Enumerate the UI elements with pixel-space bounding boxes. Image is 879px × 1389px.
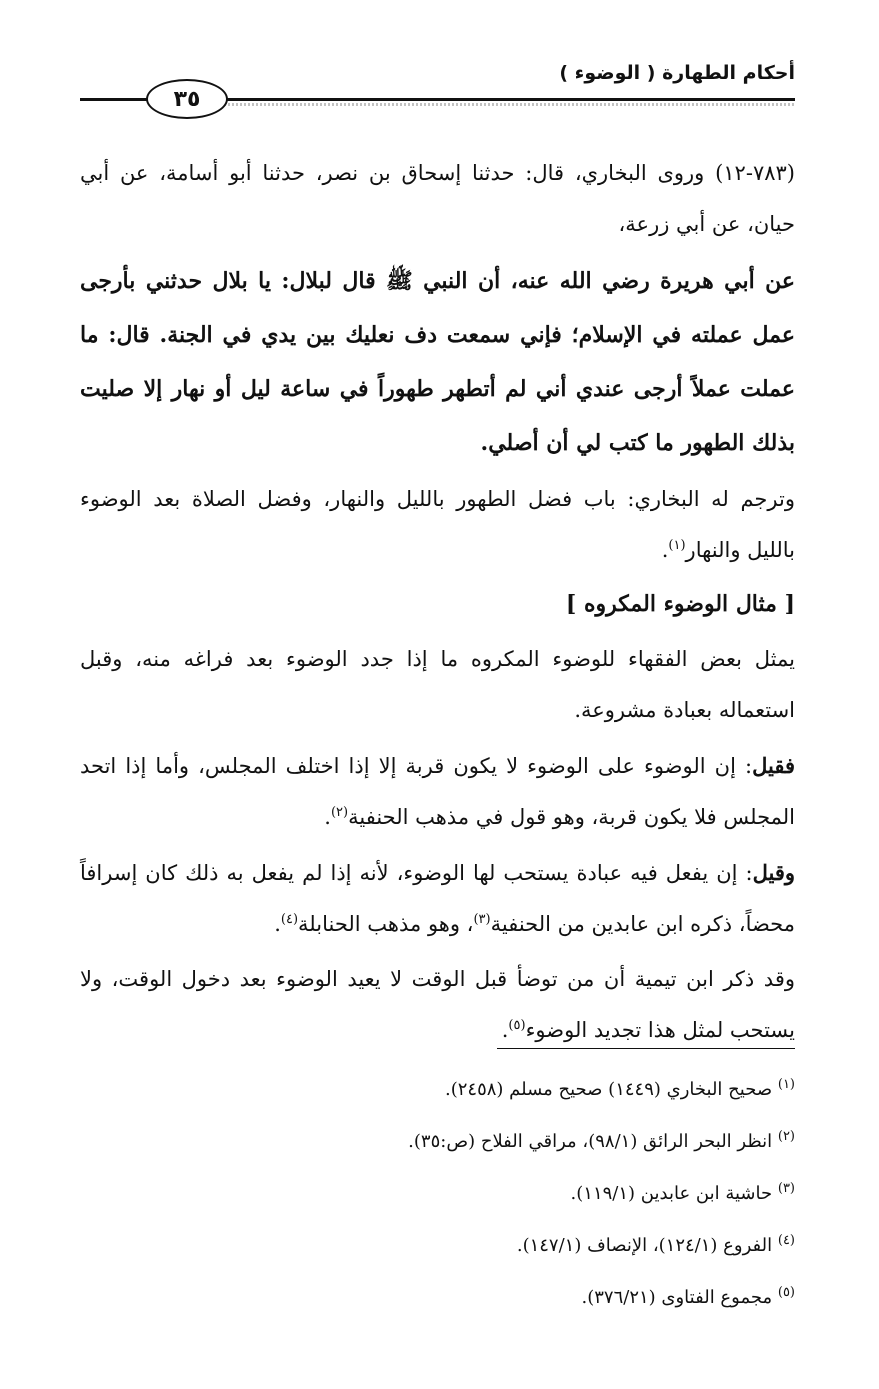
header-rule-texture (220, 103, 795, 106)
paragraph-text: وقد ذكر ابن تيمية أن من توضأ قبل الوقت لا يعيد الوضوء بعد دخول الوقت، ولا يستحب لمثل هذا تجديد الوضوء (80, 967, 795, 1042)
footnote-text: مجموع الفتاوى (٣٧٦/٢١). (581, 1287, 773, 1308)
paragraph-text: : إن الوضوء على الوضوء لا يكون قربة إلا إذا اختلف المجلس، وأما إذا اتحد المجلس فلا يكون قربة، وهو قول في مذهب الحنفية (80, 754, 795, 829)
footnote-ref[interactable]: (٣) (473, 912, 491, 927)
paragraph-first-opinion (80, 740, 795, 843)
paragraph-tail: . (501, 1018, 509, 1042)
paragraph-hadith-text (80, 254, 795, 470)
footnote-text: حاشية ابن عابدين (١١٩/١). (570, 1183, 773, 1204)
paragraph-hadith-chain (80, 148, 795, 250)
running-title: أحكام الطهارة ( الوضوء ) (559, 62, 795, 84)
footnote-ref[interactable]: (١) (668, 538, 686, 553)
footnotes (195, 1064, 795, 1324)
paragraph-tail: . (324, 805, 331, 829)
paragraph-second-opinion (80, 847, 795, 950)
footnote-separator (497, 1048, 795, 1049)
footnote-number: (١) (777, 1077, 795, 1092)
footnote-ref[interactable]: (٤) (280, 912, 299, 927)
paragraph-text: عن أبي هريرة رضي الله عنه، أن النبي ﷺ قال لبلال: يا بلال حدثني بأرجى عمل عملته في الإسلام؛ فإني سمعت دف نعليك بين يدي في الجنة. قال: ما عملت عملاً أرجى عندي أني لم أتطهر طهوراً في ساعة ليل أو نهار إلا صليت بذلك الطهور ما كتب لي أن أصلي. (80, 268, 795, 456)
paragraph-tail: . (274, 912, 281, 936)
footnote-text: انظر البحر الرائق (٩٨/١)، مراقي الفلاح (ص:٣٥). (408, 1131, 773, 1152)
paragraph-text: يمثل بعض الفقهاء للوضوء المكروه ما إذا جدد الوضوء بعد فراغه منه، وقبل استعماله بعبادة مشروعة. (80, 647, 795, 722)
footnote-number: (٣) (777, 1181, 795, 1196)
footnote-5 (195, 1272, 795, 1324)
paragraph-bukhari-chapter (80, 474, 795, 576)
footnote-1 (195, 1064, 795, 1116)
paragraph-text: وترجم له البخاري: باب فضل الطهور بالليل والنهار، وفضل الصلاة بعد الوضوء بالليل والنهار (80, 487, 795, 562)
footnote-3 (195, 1168, 795, 1220)
footnote-2 (195, 1116, 795, 1168)
page-header (80, 60, 795, 120)
opinion-lead: وقيل (752, 860, 795, 885)
page-number: ٣٥ (146, 79, 228, 119)
paragraph-tail: . (661, 538, 669, 562)
paragraph-ibn-taymiyya (80, 954, 795, 1056)
footnote-number: (٥) (777, 1285, 795, 1300)
paragraph-text-2: ، وهو مذهب الحنابلة (298, 912, 474, 936)
paragraph-text: (٧٨٣-١٢) وروى البخاري، قال: حدثنا إسحاق بن نصر، حدثنا أبو أسامة، عن أبي حيان، عن أبي زرعة، (80, 161, 795, 236)
footnote-number: (٤) (777, 1233, 795, 1248)
paragraph-definition (80, 634, 795, 736)
paragraph-text: : إن يفعل فيه عبادة يستحب لها الوضوء، لأنه إذا لم يفعل به ذلك كان إسرافاً محضاً، ذكره ابن عابدين من الحنفية (80, 861, 795, 936)
footnote-number: (٢) (777, 1129, 795, 1144)
footnote-4 (195, 1220, 795, 1272)
footnote-ref[interactable]: (٢) (330, 805, 349, 820)
main-text (80, 148, 795, 1060)
footnote-ref[interactable]: (٥) (508, 1018, 526, 1033)
section-heading: [ مثال الوضوء المكروه ] (565, 591, 795, 617)
footnote-text: صحيح البخاري (١٤٤٩) صحيح مسلم (٢٤٥٨). (444, 1079, 773, 1100)
opinion-lead: فقيل (752, 753, 795, 778)
footnote-text: الفروع (١٢٤/١)، الإنصاف (١٤٧/١). (516, 1235, 773, 1256)
